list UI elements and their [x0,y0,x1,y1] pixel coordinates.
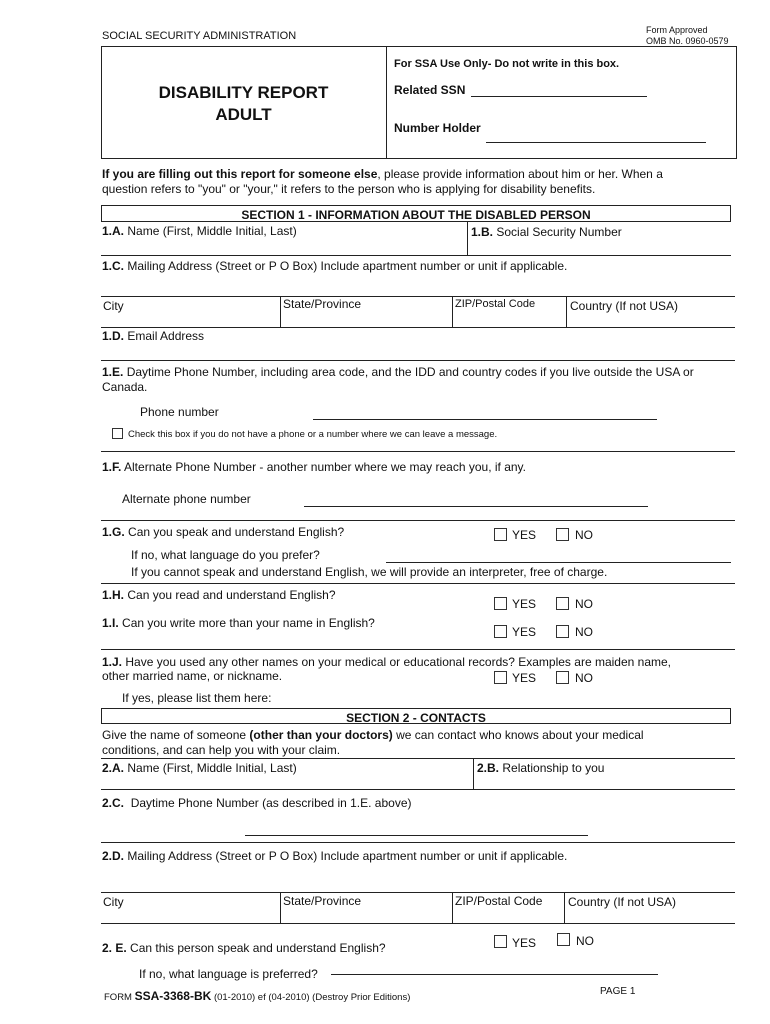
s2-intro-line1: Give the name of someone (other than your doctors) we can contact who knows about your medical [102,728,644,742]
intro-line1 [102,167,663,181]
q2e-no-checkbox[interactable] [557,933,570,946]
q2e-label: 2. E. Can this person speak and understand English? [102,941,386,955]
form-title [101,82,386,126]
q1e-label2: Canada. [102,380,148,394]
section2-title: SECTION 2 - CONTACTS [346,711,486,725]
alt-phone-label: Alternate phone number [122,492,251,506]
q1g-no-checkbox[interactable] [556,528,569,541]
page-number: PAGE 1 [600,986,636,997]
q1g-no-label: NO [575,528,593,542]
omb-number: OMB No. 0960-0579 [646,36,729,46]
q2d-field-line[interactable] [101,892,735,893]
q1d-field-line[interactable] [101,360,735,361]
intro-bold: If you are filling out this report for someone else [102,167,378,181]
q1d-label: 1.D. Email Address [102,329,205,343]
q2c-label: 2.C. Daytime Phone Number (as described in 1.E. above) [102,796,412,810]
q1g-language-field[interactable] [386,562,731,563]
alt-phone-field[interactable] [304,506,648,507]
q2d-label: 2.D. Mailing Address (Street or P O Box) Include apartment number or unit if applicable. [102,849,568,863]
q2e-yes-checkbox[interactable] [494,935,507,948]
intro-line2: question refers to "you" or "your," it refers to the person who is applying for disability benefits. [102,182,596,196]
related-ssn-line[interactable] [471,96,647,97]
q2b-label: 2.B. Relationship to you [477,761,605,775]
q1g-language-label: If no, what language do you prefer? [131,548,320,562]
intro-rest: , please provide information about him or her. When a [377,167,663,181]
q1i-yes-label: YES [512,625,537,639]
q1h-no-label: NO [575,597,593,611]
q2e-language-label: If no, what language is preferred? [139,967,318,981]
q1a-label: 1.A. Name (First, Middle Initial, Last) [102,224,297,238]
s1-city-label: City [103,299,124,313]
q1g-label: 1.G. Can you speak and understand English? [102,525,345,539]
q1e-label: 1.E. Daytime Phone Number, including area code, and the IDD and country codes if you live outside the USA or [102,365,694,379]
q1f-label: 1.F. Alternate Phone Number - another number where we may reach you, if any. [102,460,526,474]
phone-number-label: Phone number [140,405,219,419]
q1i-no-label: NO [575,625,593,639]
number-holder-line[interactable] [486,142,706,143]
number-holder-label: Number Holder [394,121,481,135]
q1j-no-checkbox[interactable] [556,671,569,684]
q1h-no-checkbox[interactable] [556,597,569,610]
q1g-yes-label: YES [512,528,537,542]
no-phone-checkbox[interactable] [112,428,123,439]
q2e-yes-label: YES [512,936,537,950]
q2e-language-field[interactable] [331,974,658,975]
q2c-phone-field[interactable] [245,835,588,836]
form-title-line2: ADULT [215,105,272,124]
q1b-label: 1.B. Social Security Number [471,225,622,239]
s1-country-label: Country (If not USA) [570,299,679,313]
s2-state-label: State/Province [283,894,362,908]
form-id-footer: FORM SSA-3368-BK (01-2010) ef (04-2010) (Destroy Prior Editions) [104,989,411,1003]
q1g-yes-checkbox[interactable] [494,528,507,541]
ssa-use-only: For SSA Use Only- Do not write in this box. [394,58,620,70]
phone-number-field[interactable] [313,419,657,420]
agency-name: SOCIAL SECURITY ADMINISTRATION [102,30,297,42]
q1c-field-line[interactable] [101,296,735,297]
s2-zip-label: ZIP/Postal Code [455,894,543,908]
q1h-yes-checkbox[interactable] [494,597,507,610]
q1j-label2: other married name, or nickname. [102,669,283,683]
q1j-no-label: NO [575,671,593,685]
s2-city-field-line[interactable] [101,923,735,924]
form-approved: Form Approved [646,25,708,35]
related-ssn-label: Related SSN [394,83,466,97]
q1j-yes-checkbox[interactable] [494,671,507,684]
q1i-no-checkbox[interactable] [556,625,569,638]
s1-zip-label: ZIP/Postal Code [455,298,536,310]
q2a-label: 2.A. Name (First, Middle Initial, Last) [102,761,297,775]
q2a-field-line[interactable] [101,789,735,790]
q1j-label: 1.J. Have you used any other names on your medical or educational records? Examples are maiden name, [102,655,671,669]
q2e-no-label: NO [576,934,594,948]
q1j-yes-label: YES [512,671,537,685]
s2-city-label: City [103,895,124,909]
s2-intro-line2: conditions, and can help you with your claim. [102,743,341,757]
q1c-label: 1.C. Mailing Address (Street or P O Box) Include apartment number or unit if applicable. [102,259,568,273]
q1a-field-line[interactable] [101,255,731,256]
q1g-interpreter-note: If you cannot speak and understand English, we will provide an interpreter, free of charge. [131,565,608,579]
q1h-yes-label: YES [512,597,537,611]
q1i-yes-checkbox[interactable] [494,625,507,638]
q1j-list-label: If yes, please list them here: [122,691,272,705]
form-title-line1: DISABILITY REPORT [158,83,329,102]
section1-title: SECTION 1 - INFORMATION ABOUT THE DISABLED PERSON [241,208,591,222]
q1h-label: 1.H. Can you read and understand English? [102,588,336,602]
no-phone-label: Check this box if you do not have a phone or a number where we can leave a message. [128,429,498,440]
s1-city-field-line[interactable] [101,327,735,328]
s2-country-label: Country (If not USA) [568,895,677,909]
q1i-label: 1.I. Can you write more than your name in English? [102,616,375,630]
s1-state-label: State/Province [283,297,362,311]
